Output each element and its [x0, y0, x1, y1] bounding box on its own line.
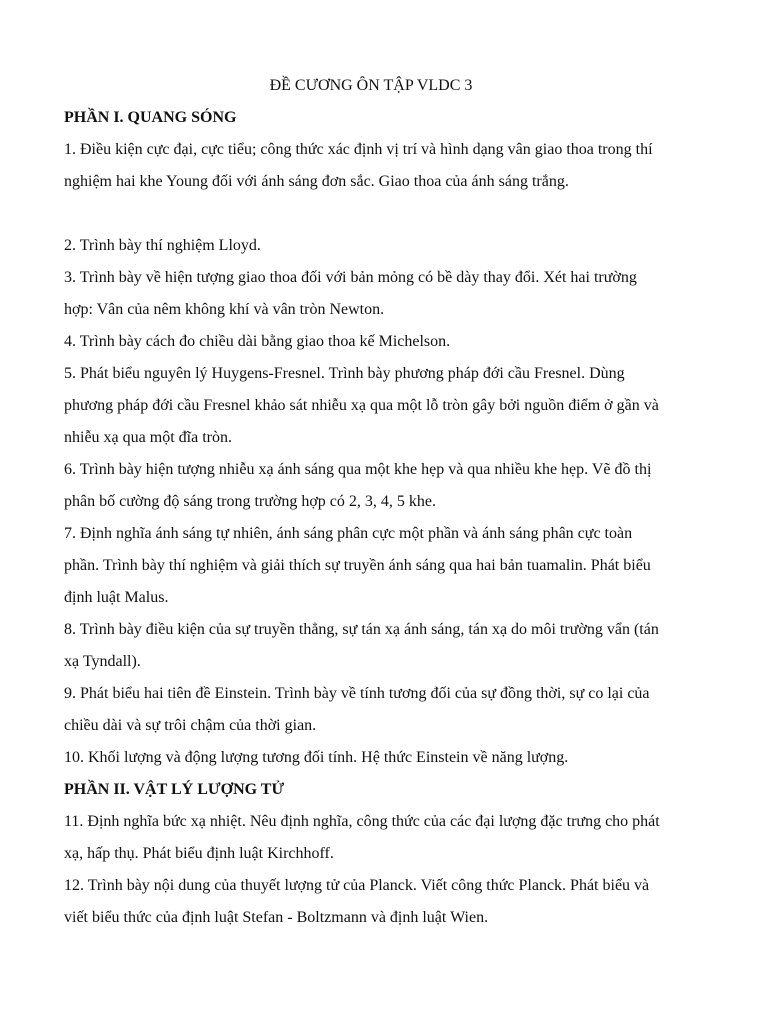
list-item: 4. Trình bày cách đo chiều dài bằng giao thoa kế Michelson. [64, 333, 451, 350]
list-item: 10. Khối lượng và động lượng tương đối tính. Hệ thức Einstein về năng lượng. [64, 749, 569, 766]
list-item: 9. Phát biểu hai tiên đề Einstein. Trình bày về tính tương đối của sự đồng thời, sự co lại của chiều dài và sự trôi chậm của thời gian. [64, 685, 650, 734]
list-item: 12. Trình bày nội dung của thuyết lượng tử của Planck. Viết công thức Planck. Phát biểu và viết biểu thức của định luật Stefan - Boltzmann và định luật Wien. [64, 877, 650, 926]
section-heading-part1: PHẦN I. QUANG SÓNG [64, 109, 237, 126]
section-heading-part2: PHẦN II. VẬT LÝ LƯỢNG TỬ [64, 781, 285, 798]
list-item: 7. Định nghĩa ánh sáng tự nhiên, ánh sáng phân cực một phần và ánh sáng phân cực toàn phần. Trình bày thí nghiệm và giải thích sự truyền ánh sáng qua hai bản tuamalin. Phát biểu định luật Malus. [64, 525, 651, 606]
list-item: 11. Định nghĩa bức xạ nhiệt. Nêu định nghĩa, công thức của các đại lượng đặc trưng cho phát xạ, hấp thụ. Phát biểu định luật Kirchhoff. [64, 813, 660, 862]
blank-line [64, 198, 668, 230]
list-item: 3. Trình bày về hiện tượng giao thoa đối với bản mỏng có bề dày thay đổi. Xét hai trường hợp: Vân của nêm không khí và vân tròn Newton. [64, 269, 637, 318]
list-item: 6. Trình bày hiện tượng nhiễu xạ ánh sáng qua một khe hẹp và qua nhiều khe hẹp. Vẽ đồ thị phân bố cường độ sáng trong trường hợp có 2, 3, 4, 5 khe. [64, 461, 652, 510]
list-item: 5. Phát biểu nguyên lý Huygens-Fresnel. Trình bày phương pháp đới cầu Fresnel. Dùng phương pháp đới cầu Fresnel khảo sát nhiễu xạ qua một lỗ tròn gây bởi nguồn điểm ở gần và nhiễu xạ qua một đĩa tròn. [64, 365, 659, 446]
list-item: 1. Điều kiện cực đại, cực tiểu; công thức xác định vị trí và hình dạng vân giao thoa trong thí nghiệm hai khe Young đối với ánh sáng đơn sắc. Giao thoa của ánh sáng trắng. [64, 141, 653, 190]
document-title: ĐỀ CƯƠNG ÔN TẬP VLDC 3 [269, 77, 473, 94]
list-item: 2. Trình bày thí nghiệm Lloyd. [64, 237, 261, 254]
list-item: 8. Trình bày điều kiện của sự truyền thẳng, sự tán xạ ánh sáng, tán xạ do môi trường vẩn (tán xạ Tyndall). [64, 621, 659, 670]
